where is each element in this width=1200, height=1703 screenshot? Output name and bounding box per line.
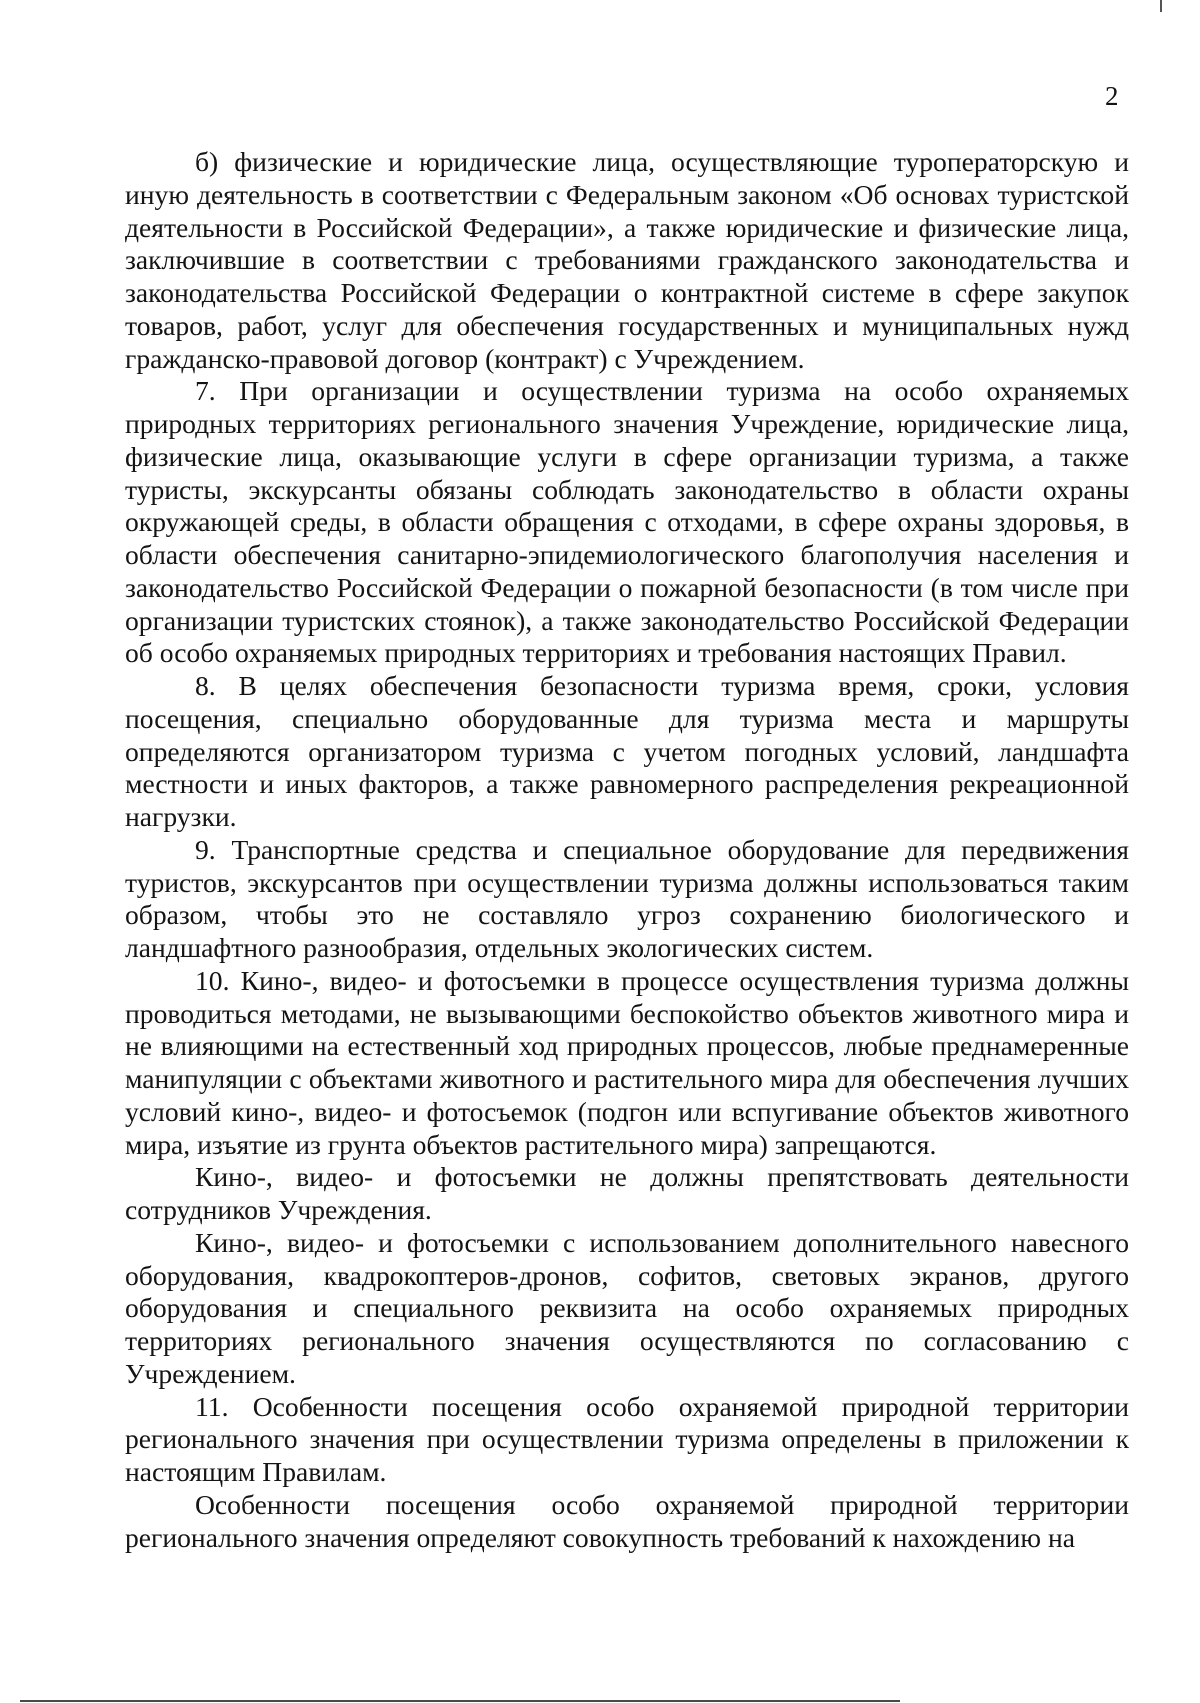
paragraph-10-filming-staff: Кино-, видео- и фотосъемки не должны препятствовать деятельности сотрудников Учреждения. [125, 1161, 1129, 1225]
paragraph-11-features: Особенности посещения особо охраняемой природной территории регионального значения определяют совокупность требований к нахождению на [125, 1488, 1129, 1553]
paragraph-11: 11. Особенности посещения особо охраняемой природной территории регионального значения при осуществлении туризма определены в приложении к настоящим Правилам. [125, 1390, 1129, 1487]
paragraph-9: 9. Транспортные средства и специальное оборудование для передвижения туристов, экскурсантов при осуществлении туризма должны использоваться таким образом, чтобы это не составляло угроз сохранению биологического и ландшафтного разнообразия, отдельных экологических систем. [125, 833, 1129, 963]
paragraph-10-filming-equipment: Кино-, видео- и фотосъемки с использованием дополнительного навесного оборудования, квадрокоптеров-дронов, софитов, световых экранов, другого оборудования и специального реквизита на особо охраняемых природных территориях регионального значения осуществляются по согласованию с Учреждением. [125, 1226, 1129, 1389]
paragraph-7: 7. При организации и осуществлении туризма на особо охраняемых природных территориях регионального значения Учреждение, юридические лица, физические лица, оказывающие услуги в сфере организации туризма, а также туристы, экскурсанты обязаны соблюдать законодательство в области охраны окружающей среды, в области обращения с отходами, в сфере охраны здоровья, в области обеспечения санитарно-эпидемиологического благополучия населения и законодательство Российской Федерации о пожарной безопасности (в том числе при организации туристских стоянок), а также законодательство Российской Федерации об особо охраняемых природных территориях и требования настоящих Правил. [125, 375, 1129, 669]
scan-artifact-line [20, 1700, 900, 1702]
paragraph-10: 10. Кино-, видео- и фотосъемки в процессе осуществления туризма должны проводиться методами, не вызывающими беспокойство объектов животного мира и не влияющими на естественный ход природных процессов, любые преднамеренные манипуляции с объектами животного и растительного мира для обеспечения лучших условий кино-, видео- и фотосъемок (подгон или вспугивание объектов животного мира, изъятие из грунта объектов растительного мира) запрещаются. [125, 964, 1129, 1160]
page-number: 2 [1105, 81, 1119, 111]
document-body [125, 146, 1129, 1554]
paragraph-6b: б) физические и юридические лица, осуществляющие туроператорскую и иную деятельность в соответствии с Федеральным законом «Об основах туристской деятельности в Российской Федерации», а также юридические и физические лица, заключившие в соответствии с требованиями гражданского законодательства и законодательства Российской Федерации о контрактной системе в сфере закупок товаров, работ, услуг для обеспечения государственных и муниципальных нужд гражданско-правовой договор (контракт) с Учреждением. [125, 146, 1129, 374]
scan-artifact-mark [1160, 0, 1162, 12]
paragraph-8: 8. В целях обеспечения безопасности туризма время, сроки, условия посещения, специально оборудованные для туризма места и маршруты определяются организатором туризма с учетом погодных условий, ландшафта местности и иных факторов, а также равномерного распределения рекреационной нагрузки. [125, 670, 1129, 832]
